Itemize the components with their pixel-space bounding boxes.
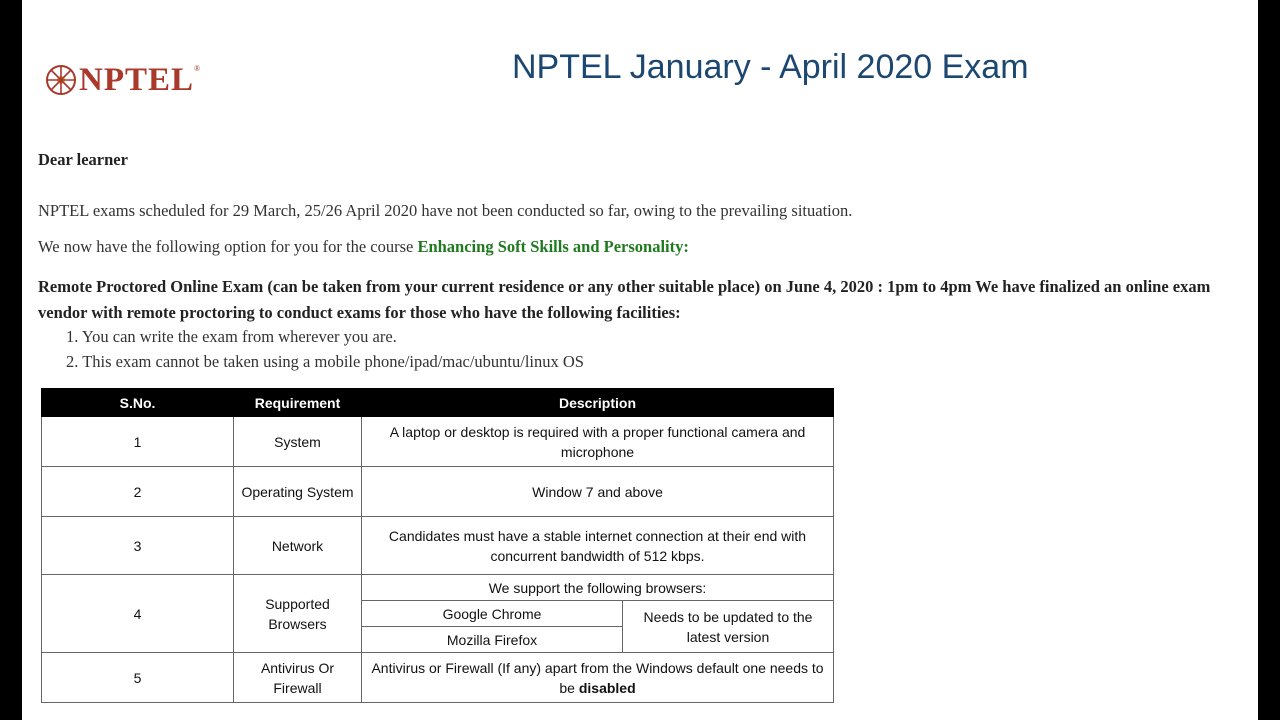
- sno-cell: 2: [42, 467, 234, 517]
- option-prefix: We now have the following option for you for the course: [38, 237, 418, 256]
- description-cell: [362, 653, 834, 703]
- greeting: Dear learner: [38, 150, 128, 169]
- status-paragraph: NPTEL exams scheduled for 29 March, 25/26 April 2020 have not been conducted so far, owing to the prevailing situation.: [38, 201, 853, 220]
- page-title: NPTEL January - April 2020 Exam: [512, 48, 1029, 86]
- sno-cell: 4: [42, 575, 234, 653]
- sno-cell: 3: [42, 517, 234, 575]
- sno-cell: 1: [42, 417, 234, 467]
- table-row: [42, 575, 834, 601]
- option-paragraph: [38, 237, 689, 257]
- table-row: [42, 467, 834, 517]
- remote-exam-paragraph: Remote Proctored Online Exam (can be taken from your current residence or any other suitable place) on June 4, 2020 : 1pm to 4pm We have finalized an online exam vendor with remote proctoring to conduct exams for those who have the following facilities:: [38, 277, 1211, 322]
- requirements-table: [41, 388, 834, 703]
- requirement-cell: Network: [234, 517, 362, 575]
- browser-note-cell: Needs to be updated to the latest version: [623, 601, 834, 653]
- description-cell: A laptop or desktop is required with a proper functional camera and microphone: [362, 417, 834, 467]
- logo-text: NPTEL: [79, 61, 195, 98]
- registered-mark-icon: ®: [194, 64, 201, 73]
- nptel-logo: [44, 60, 200, 100]
- nptel-emblem-icon: [44, 63, 78, 97]
- header-requirement: Requirement: [234, 389, 362, 417]
- table-header-row: [42, 389, 834, 417]
- list-item: 1. You can write the exam from wherever you are.: [66, 327, 397, 346]
- antivirus-desc-text: Antivirus or Firewall (If any) apart from the Windows default one needs to be: [371, 659, 824, 696]
- sno-cell: 5: [42, 653, 234, 703]
- requirement-cell: System: [234, 417, 362, 467]
- requirement-cell: Antivirus Or Firewall: [234, 653, 362, 703]
- browser-cell-firefox: Mozilla Firefox: [362, 627, 623, 653]
- antivirus-desc-bold: disabled: [578, 679, 636, 696]
- requirement-cell: Operating System: [234, 467, 362, 517]
- course-name: Enhancing Soft Skills and Personality:: [417, 237, 689, 256]
- description-cell: Candidates must have a stable internet connection at their end with concurrent bandwidth of 512 kbps.: [362, 517, 834, 575]
- table-row: [42, 417, 834, 467]
- requirement-cell: Supported Browsers: [234, 575, 362, 653]
- header-sno: S.No.: [42, 389, 234, 417]
- header-description: Description: [362, 389, 834, 417]
- browsers-intro-cell: We support the following browsers:: [362, 575, 834, 601]
- table-row: [42, 653, 834, 703]
- document-page: [22, 0, 1258, 720]
- description-cell: Window 7 and above: [362, 467, 834, 517]
- table-row: [42, 517, 834, 575]
- facilities-list: [66, 324, 584, 374]
- browser-cell-chrome: Google Chrome: [362, 601, 623, 627]
- list-item: 2. This exam cannot be taken using a mobile phone/ipad/mac/ubuntu/linux OS: [66, 352, 584, 371]
